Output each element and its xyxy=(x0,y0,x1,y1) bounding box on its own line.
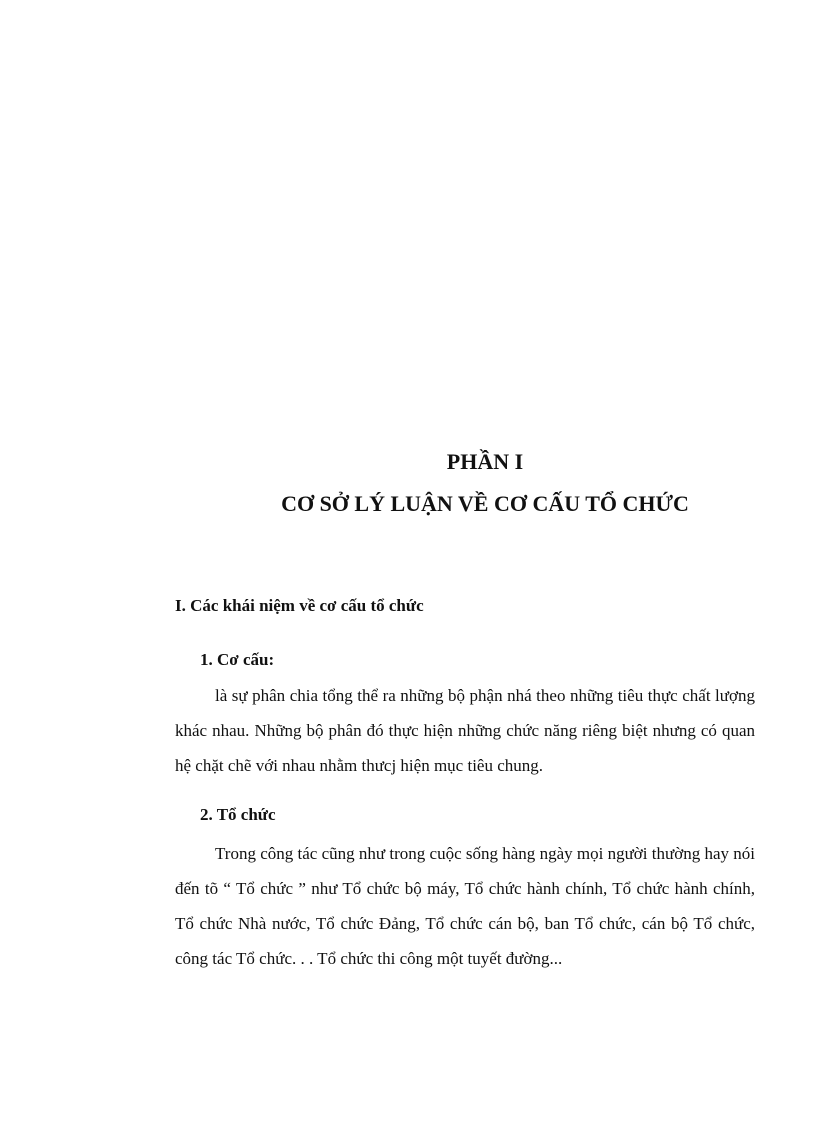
subsection-heading-to-chuc: 2. Tổ chức xyxy=(200,805,276,824)
paragraph-co-cau: là sự phân chia tổng thể ra những bộ phận nhá theo những tiêu thực chất lượng khác nhau. Những bộ phân đó thực hiện những chức năng riêng biệt nhưng có quan hệ chặt chẽ với nhau nhằm thưcj hiện mục tiêu chung. xyxy=(175,686,755,775)
paragraph-to-chuc: Trong công tác cũng như trong cuộc sống hàng ngày mọi người thường hay nói đến tõ “ Tổ chức ” như Tổ chức bộ máy, Tổ chức hành chính, Tổ chức hành chính, Tổ chức Nhà nước, Tổ chức Đảng, Tổ chức cán bộ, ban Tổ chức, cán bộ Tổ chức, công tác Tổ chức. . . Tổ chức thi công một tuyết đường... xyxy=(175,844,755,968)
part-title-heading: CƠ SỞ LÝ LUẬN VỀ CƠ CẤU TỔ CHỨC xyxy=(281,491,689,516)
part-number-heading: PHẦN I xyxy=(446,449,524,474)
section-heading: I. Các khái niệm về cơ cấu tổ chức xyxy=(175,596,424,615)
subsection-heading-co-cau: 1. Cơ cấu: xyxy=(200,650,275,669)
